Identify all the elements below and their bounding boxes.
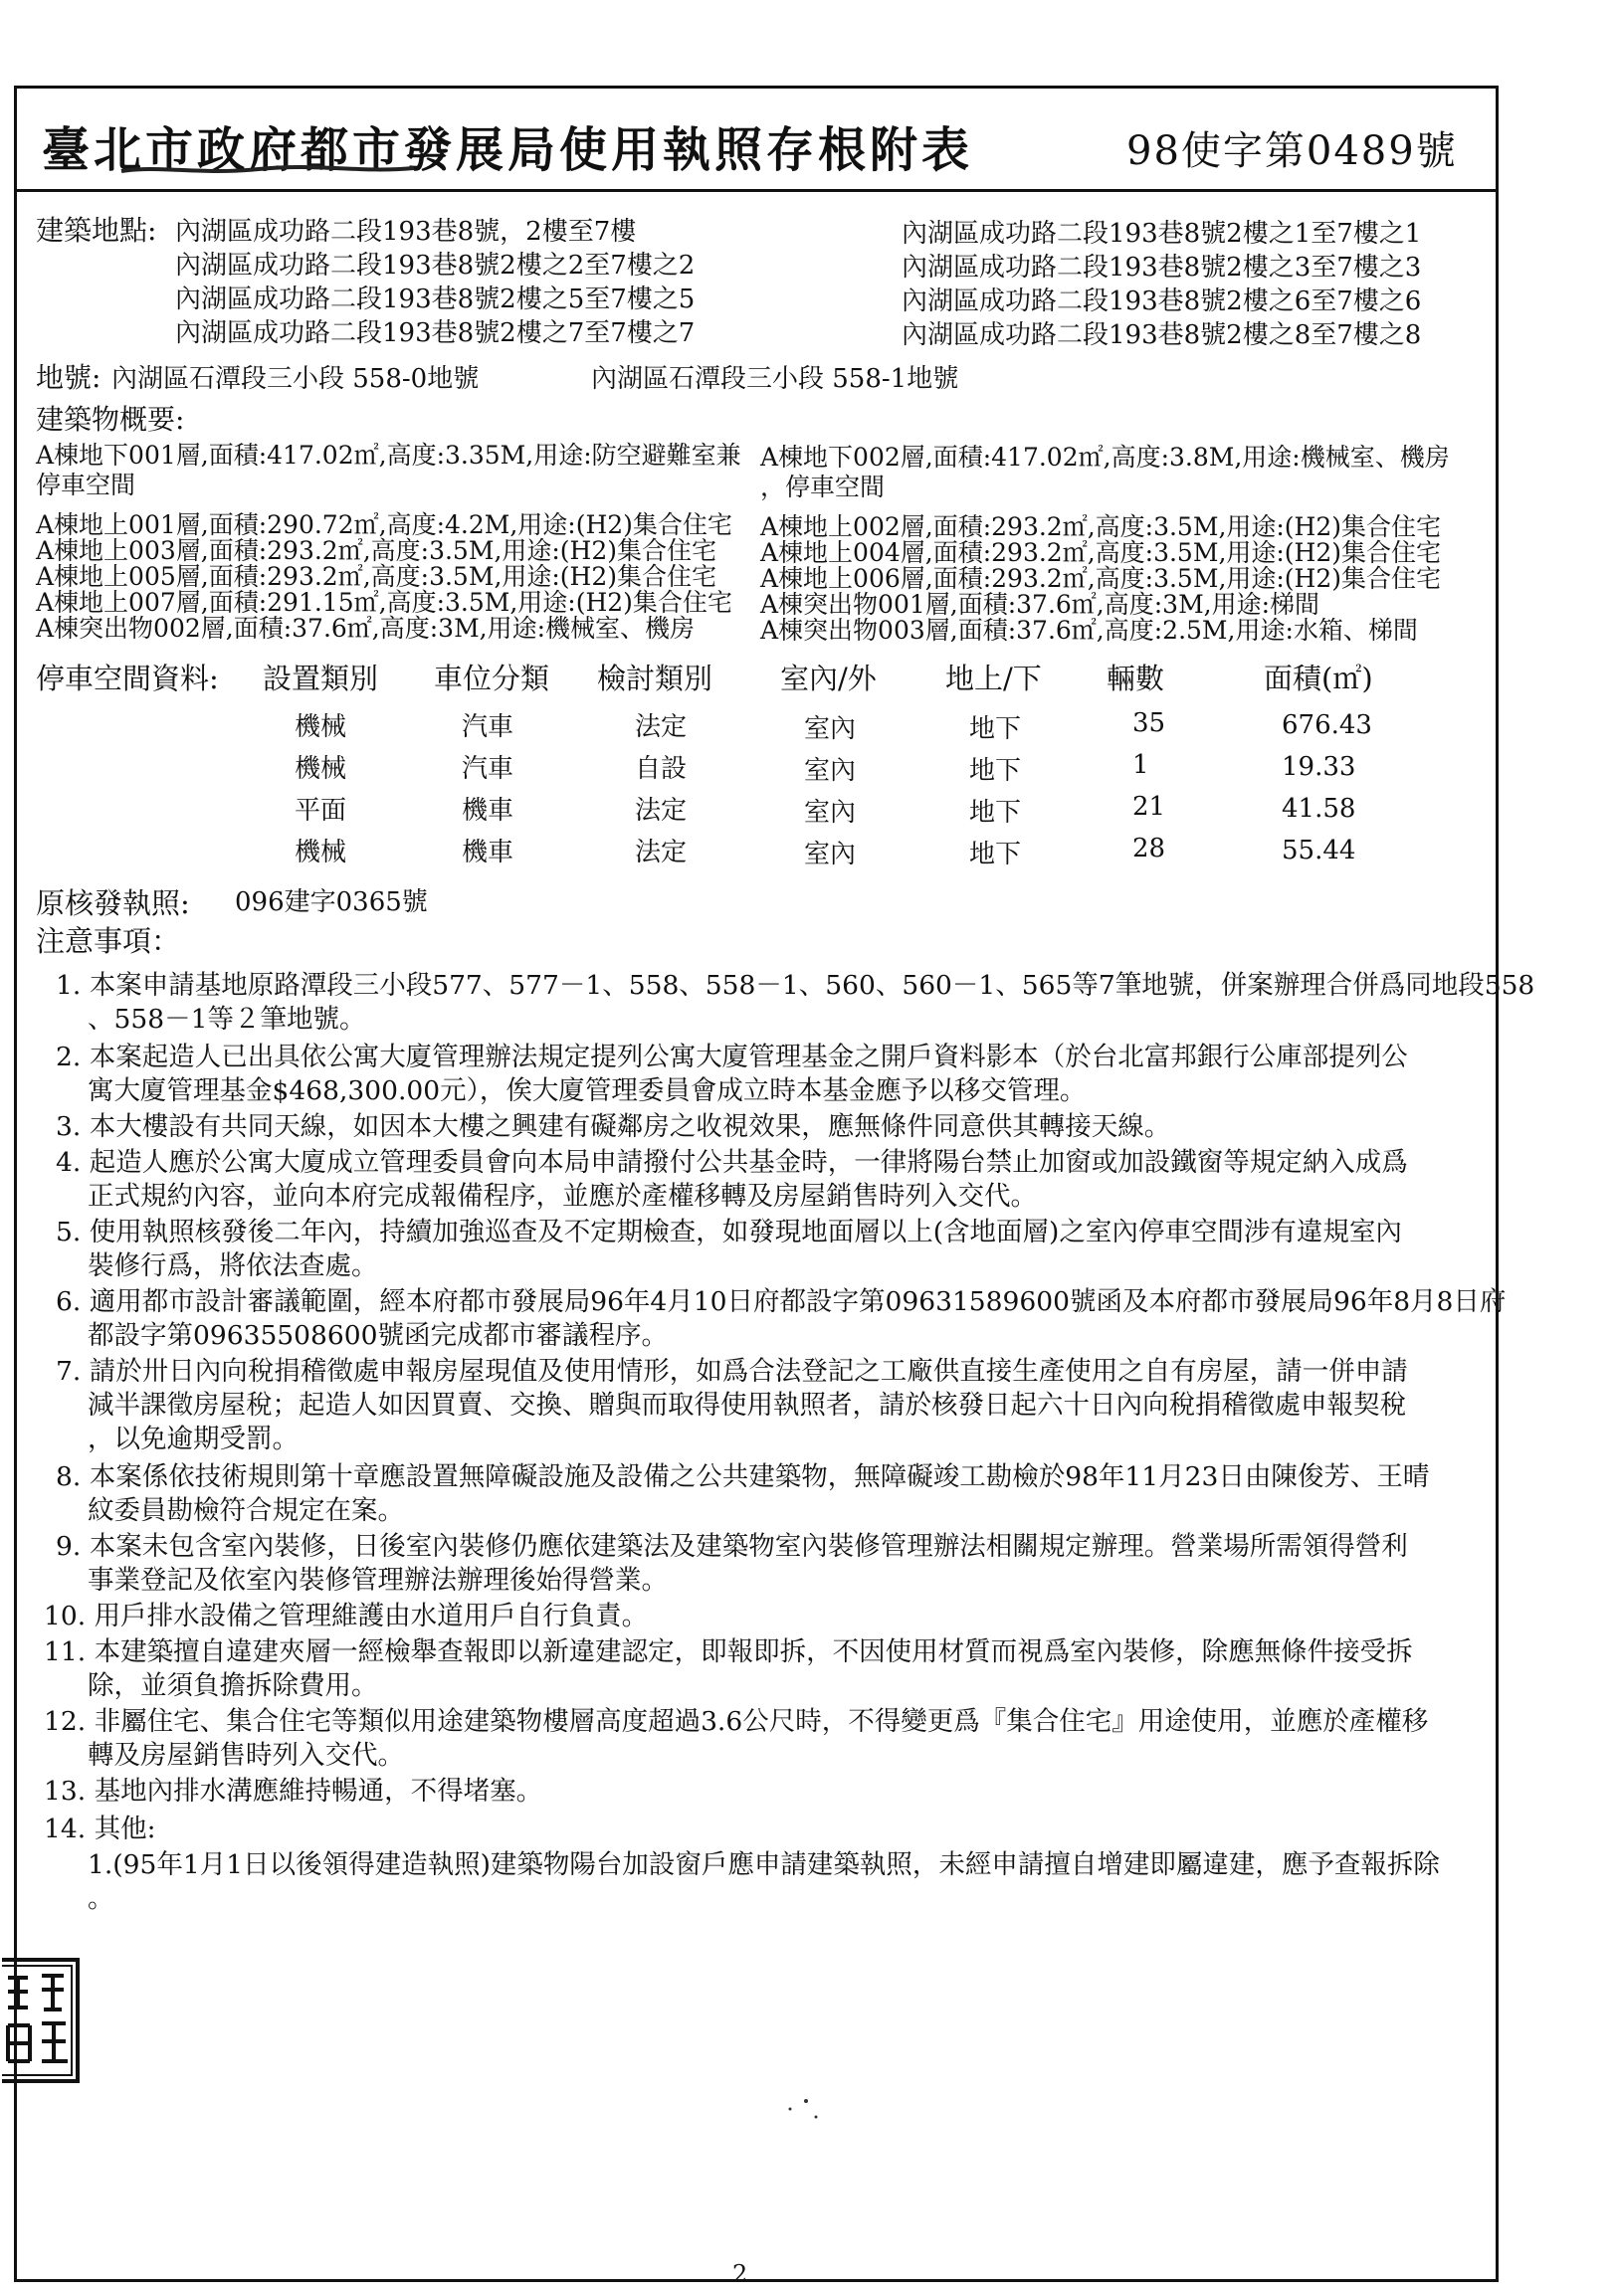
note-line: 減半課徵房屋稅；起造人如因買賣、交換、贈與而取得使用執照者，請於核發日起六十日內向稅捐稽徵處申報契稅 [88, 1390, 1406, 1421]
note-line: 8. 本案係依技術規則第十章應設置無障礙設施及設備之公共建築物，無障礙竣工勘檢於98年11月23日由陳俊芳、王晴 [56, 1461, 1430, 1492]
note-line: 7. 請於卅日內向稅捐稽徵處申報房屋現值及使用情形，如爲合法登記之工廠供直接生產使用之自有房屋，請一併申請 [56, 1356, 1408, 1387]
site-label: 建築地點: [36, 214, 157, 247]
parking-cell: 19.33 [1282, 752, 1356, 782]
parking-header-cell: 室內/外 [780, 662, 877, 695]
lot-label: 地號: [36, 361, 101, 394]
parking-cell: 地下 [969, 840, 1022, 869]
note-line: 轉及房屋銷售時列入交代。 [88, 1740, 404, 1771]
page-number: 2 [732, 2260, 748, 2288]
site-address-left-2: 內湖區成功路二段193巷8號2樓之2至7樓之2 [175, 251, 696, 281]
parking-header-cell: 車位分類 [434, 662, 550, 695]
parking-cell: 室內 [804, 798, 857, 828]
note-line: 。 [88, 1883, 114, 1914]
building-summary-label: 建築物概要: [36, 403, 185, 436]
official-seal [2, 1956, 82, 2085]
note-line: 3. 本大樓設有共同天線，如因本大樓之興建有礙鄰房之收視效果，應無條件同意供其轉接天線。 [56, 1111, 1171, 1142]
building-b2-line2: ，停車空間 [760, 473, 886, 501]
site-address-right-3: 內湖區成功路二段193巷8號2樓之6至7樓之6 [902, 287, 1422, 316]
note-line: 4. 起造人應於公寓大廈成立管理委員會向本局申請撥付公共基金時，一律將陽台禁止加窗或加設鐵窗等規定納入成爲 [56, 1147, 1408, 1178]
parking-cell: 汽車 [462, 712, 514, 742]
building-floor-row: A棟地上007層,面積:291.15㎡,高度:3.5M,用途:(H2)集合住宅 [36, 588, 732, 617]
building-b1-line1: A棟地下001層,面積:417.02㎡,高度:3.35M,用途:防空避難室兼 [36, 441, 741, 470]
header-divider [14, 189, 1499, 192]
lot-number-2: 內湖區石潭段三小段 558-1地號 [591, 364, 959, 394]
parking-cell: 21 [1132, 792, 1166, 822]
parking-header-cell: 檢討類別 [597, 662, 713, 695]
notes-label: 注意事項： [36, 924, 181, 958]
parking-cell: 機械 [295, 838, 347, 867]
parking-cell: 地下 [969, 714, 1022, 744]
parking-cell: 35 [1132, 708, 1166, 738]
note-line: 11. 本建築擅自違建夾層一經檢舉查報即以新違建認定，即報即拆，不因使用材質而視爲室內裝修，除應無條件接受拆 [44, 1636, 1413, 1667]
note-line: 10. 用戶排水設備之管理維護由水道用戶自行負責。 [44, 1601, 649, 1631]
building-floor-row: A棟地上002層,面積:293.2㎡,高度:3.5M,用途:(H2)集合住宅 [760, 512, 1442, 541]
note-line: 寓大廈管理基金$468,300.00元），俟大廈管理委員會成立時本基金應予以移交管理。 [88, 1075, 1087, 1106]
parking-cell: 室內 [804, 840, 857, 869]
title-underline-scribble [119, 163, 418, 177]
lot-number-1: 內湖區石潭段三小段 558-0地號 [111, 364, 480, 394]
building-floor-row: A棟地上001層,面積:290.72㎡,高度:4.2M,用途:(H2)集合住宅 [36, 510, 732, 539]
parking-header-cell: 輛數 [1107, 662, 1165, 695]
parking-cell: 28 [1132, 834, 1166, 863]
parking-header-cell: 設置類別 [263, 662, 379, 695]
building-floor-row: A棟突出物002層,面積:37.6㎡,高度:3M,用途:機械室、機房 [36, 614, 696, 643]
note-line: 除，並須負擔拆除費用。 [88, 1670, 378, 1701]
scan-speck [776, 2095, 836, 2125]
parking-cell: 法定 [635, 796, 688, 826]
building-floor-row: A棟地上005層,面積:293.2㎡,高度:3.5M,用途:(H2)集合住宅 [36, 562, 717, 591]
note-line: 13. 基地內排水溝應維持暢通，不得堵塞。 [44, 1776, 543, 1807]
parking-cell: 676.43 [1282, 710, 1372, 740]
building-floor-row: A棟突出物001層,面積:37.6㎡,高度:3M,用途:梯間 [760, 590, 1320, 619]
note-line: 、558－1等２筆地號。 [88, 1004, 366, 1035]
site-address-left-1: 內湖區成功路二段193巷8號，2樓至7樓 [175, 217, 637, 247]
note-line: 裝修行爲，將依法查處。 [88, 1250, 378, 1281]
note-line: 正式規約內容，並向本府完成報備程序，並應於產權移轉及房屋銷售時列入交代。 [88, 1181, 1037, 1212]
parking-cell: 55.44 [1282, 836, 1356, 865]
note-line: 1.(95年1月1日以後領得建造執照)建築物陽台加設窗戶應申請建築執照，未經申請擅自增建即屬違建，應予查報拆除 [88, 1849, 1440, 1880]
note-line: 都設字第09635508600號函完成都市審議程序。 [88, 1320, 668, 1351]
building-floor-row: A棟地上004層,面積:293.2㎡,高度:3.5M,用途:(H2)集合住宅 [760, 538, 1442, 567]
parking-header-cell: 地上/下 [945, 662, 1042, 695]
note-line: 5. 使用執照核發後二年內，持續加強巡查及不定期檢查，如發現地面層以上(含地面層)之室內停車空間涉有違規室內 [56, 1217, 1402, 1247]
parking-label: 停車空間資料: [36, 662, 219, 695]
parking-header-cell: 面積(㎡) [1264, 662, 1373, 695]
note-line: 2. 本案起造人已出具依公寓大廈管理辦法規定提列公寓大廈管理基金之開戶資料影本（於台北富邦銀行公庫部提列公 [56, 1042, 1408, 1072]
site-address-right-4: 內湖區成功路二段193巷8號2樓之8至7樓之8 [902, 320, 1422, 350]
note-line: 6. 適用都市設計審議範圍，經本府都市發展局96年4月10日府都設字第09631589600號函及本府都市發展局96年8月8日府 [56, 1286, 1507, 1317]
parking-cell: 汽車 [462, 754, 514, 784]
building-floor-row: A棟地上006層,面積:293.2㎡,高度:3.5M,用途:(H2)集合住宅 [760, 564, 1442, 593]
parking-cell: 1 [1132, 750, 1149, 780]
original-permit-label: 原核發執照: [36, 886, 190, 920]
parking-cell: 地下 [969, 756, 1022, 786]
parking-cell: 室內 [804, 714, 857, 744]
parking-cell: 室內 [804, 756, 857, 786]
document-title: 臺北市政府都市發展局使用執照存根附表 [42, 122, 974, 178]
parking-cell: 法定 [635, 838, 688, 867]
building-floor-row: A棟突出物003層,面積:37.6㎡,高度:2.5M,用途:水箱、梯間 [760, 616, 1418, 645]
parking-cell: 地下 [969, 798, 1022, 828]
building-b1-line2: 停車空間 [36, 471, 136, 499]
note-line: 紋委員勘檢符合規定在案。 [88, 1495, 404, 1526]
parking-cell: 法定 [635, 712, 688, 742]
parking-cell: 機車 [462, 796, 514, 826]
building-b2-line1: A棟地下002層,面積:417.02㎡,高度:3.8M,用途:機械室、機房 [760, 443, 1450, 472]
parking-cell: 機械 [295, 712, 347, 742]
note-line: ，以免逾期受罰。 [88, 1424, 299, 1454]
note-line: 事業登記及依室內裝修管理辦法辦理後始得營業。 [88, 1565, 668, 1596]
note-line: 12. 非屬住宅、集合住宅等類似用途建築物樓層高度超過3.6公尺時，不得變更爲『集合住宅』用途使用，並應於產權移 [44, 1706, 1429, 1737]
parking-cell: 機車 [462, 838, 514, 867]
note-line: 9. 本案未包含室內裝修，日後室內裝修仍應依建築法及建築物室內裝修管理辦法相關規定辦理。營業場所需領得營利 [56, 1531, 1408, 1562]
parking-cell: 41.58 [1282, 794, 1356, 824]
parking-cell: 機械 [295, 754, 347, 784]
site-address-left-4: 內湖區成功路二段193巷8號2樓之7至7樓之7 [175, 318, 696, 348]
site-address-left-3: 內湖區成功路二段193巷8號2樓之5至7樓之5 [175, 285, 696, 314]
original-permit-value: 096建字0365號 [235, 887, 428, 917]
document-number: 98使字第0489號 [1126, 128, 1458, 174]
building-floor-row: A棟地上003層,面積:293.2㎡,高度:3.5M,用途:(H2)集合住宅 [36, 536, 717, 565]
parking-cell: 自設 [635, 754, 688, 784]
note-line: 1. 本案申請基地原路潭段三小段577、577－1、558、558－1、560、560－1、565等7筆地號，併案辦理合併爲同地段558 [56, 970, 1535, 1001]
note-line: 14. 其他: [44, 1814, 156, 1844]
parking-cell: 平面 [295, 796, 347, 826]
site-address-right-1: 內湖區成功路二段193巷8號2樓之1至7樓之1 [902, 219, 1422, 249]
site-address-right-2: 內湖區成功路二段193巷8號2樓之3至7樓之3 [902, 253, 1422, 283]
